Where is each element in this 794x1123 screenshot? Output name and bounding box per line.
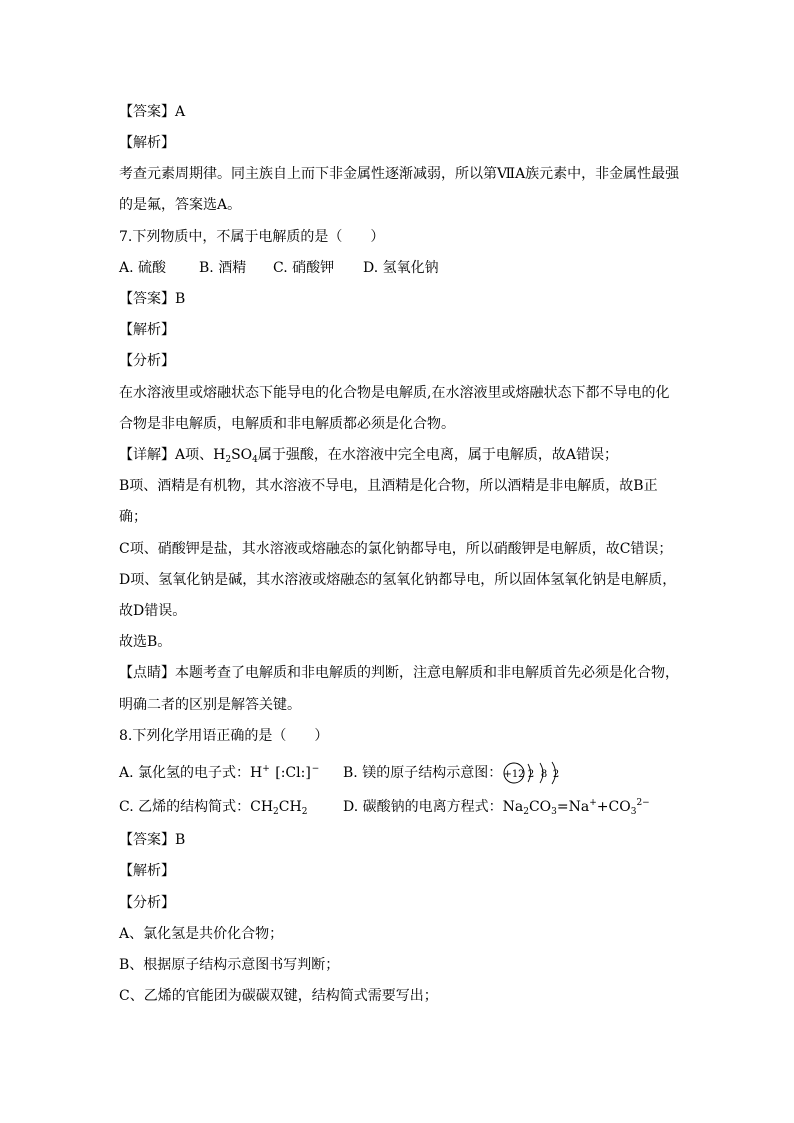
- text-segment: 本题考查了电解质和非电解质的判断，注意电解质和非电解质首先必须是化合物，: [175, 665, 679, 681]
- q6-analysis-line1: 考查元素周期律。同主族自上而下非金属性逐渐减弱，所以第ⅦA族元素中，非金属性最强: [119, 166, 680, 182]
- q8-line-b: B、根据原子结构示意图书写判断；: [119, 957, 340, 973]
- q7-answer-line: [119, 289, 679, 309]
- q7-option-d: D. 氢氧化钠: [363, 260, 439, 276]
- superscript: +: [262, 764, 270, 774]
- text-segment: +CO: [596, 799, 631, 815]
- q7-xiangjie-b1: B项、酒精是有机物，其水溶液不导电，且酒精是化合物，所以酒精是非电解质，故B正: [119, 478, 658, 494]
- answer-tag: 【答案】: [119, 104, 175, 120]
- shell-3-count: 2: [553, 769, 560, 780]
- text-segment: A项、H: [175, 447, 226, 463]
- q8-analysis-tag: 【解析】: [119, 863, 175, 879]
- subscript: 2: [273, 807, 279, 817]
- subscript: 2: [523, 807, 529, 817]
- q7-xiangjie-d1: D项、氢氧化钠是碱，其水溶液或熔融态的氢氧化钠都导电，所以固体氢氧化钠是电解质，: [119, 572, 677, 588]
- chloride-symbol: [:Cl:]: [275, 765, 311, 781]
- q7-fenxi-tag: 【分析】: [119, 353, 175, 369]
- answer-tag: 【答案】: [119, 832, 175, 848]
- q8-options-ab: [119, 760, 679, 786]
- dianjing-tag: 【点睛】: [119, 665, 175, 681]
- superscript: +: [589, 798, 597, 808]
- q8-line-c: C、乙烯的官能团为碳碳双键，结构简式需要写出；: [119, 988, 438, 1004]
- superscript: 2−: [636, 798, 650, 808]
- xiangjie-tag: 【详解】: [119, 447, 175, 463]
- nucleus-charge: +12: [503, 769, 525, 780]
- q7-analysis-tag: 【解析】: [119, 322, 175, 338]
- q6-analysis-line2: 的是氟，答案选A。: [119, 197, 242, 213]
- q7-dianjing-line1: [119, 663, 679, 683]
- q7-stem: 7.下列物质中，不属于电解质的是（ ）: [119, 229, 385, 245]
- q7-xiangjie-b2: 确；: [119, 509, 147, 525]
- chloride-ion: [274, 763, 312, 783]
- q8-stem: 8.下列化学用语正确的是（ ）: [119, 728, 329, 744]
- shell-2-count: 8: [541, 769, 548, 780]
- q7-fenxi-line1: 在水溶液里或熔融状态下能导电的化合物是电解质,在水溶液里或熔融状态下都不导电的化: [119, 385, 670, 401]
- answer-value: B: [175, 832, 186, 848]
- text-segment: CH: [278, 799, 302, 815]
- q7-fenxi-line2: 合物是非电解质，电解质和非电解质都必须是化合物。: [119, 416, 455, 432]
- option-label: B. 镁的原子结构示意图：: [343, 765, 503, 781]
- subscript: 3: [551, 807, 557, 817]
- q8-option-d: [343, 797, 650, 817]
- q7-conclusion: 故选B。: [119, 634, 172, 650]
- text-segment: CO: [528, 799, 552, 815]
- hydrogen-symbol: H: [250, 765, 263, 781]
- q8-option-c: [119, 797, 343, 817]
- text-segment: C. 乙烯的结构简式：CH: [119, 799, 274, 815]
- q8-line-a: A、氯化氢是共价化合物；: [119, 926, 284, 942]
- q7-xiangjie-d2: 故D错误。: [119, 603, 187, 619]
- answer-value: A: [175, 104, 186, 120]
- electron-formula: [250, 765, 319, 781]
- subscript: 3: [630, 807, 637, 817]
- q7-xiangjie-c: C项、硝酸钾是盐，其水溶液或熔融态的氯化钠都导电，所以硝酸钾是电解质，故C错误；: [119, 541, 673, 557]
- q7-option-a: A. 硫酸: [119, 260, 167, 276]
- text-segment: D. 碳酸钠的电离方程式：Na: [343, 799, 524, 815]
- q8-option-a: [119, 763, 343, 783]
- answer-tag: 【答案】: [119, 291, 175, 307]
- superscript: −: [311, 764, 320, 774]
- q8-options-cd: [119, 797, 679, 817]
- subscript: 2: [301, 807, 308, 817]
- q7-xiangjie-a: [119, 445, 679, 465]
- subscript: 2: [225, 455, 232, 465]
- q7-option-b: B. 酒精: [199, 260, 247, 276]
- q8-answer-line: [119, 830, 679, 850]
- answer-value: B: [175, 291, 186, 307]
- q7-option-c: C. 硝酸钾: [273, 260, 335, 276]
- q6-answer-line: [119, 102, 679, 122]
- shell-1-count: 2: [528, 769, 535, 780]
- q8-fenxi-tag: 【分析】: [119, 895, 175, 911]
- text-segment: =Na: [556, 799, 590, 815]
- q7-options: [119, 258, 679, 278]
- q7-dianjing-line2: 明确二者的区别是解答关键。: [119, 697, 301, 713]
- q6-analysis-tag: 【解析】: [119, 135, 175, 151]
- text-segment: SO: [231, 447, 253, 463]
- subscript: 4: [252, 455, 258, 465]
- magnesium-atom-diagram: [502, 760, 566, 786]
- option-label: A. 氯化氢的电子式：: [119, 765, 251, 781]
- q8-option-b: [343, 760, 566, 786]
- text-segment: 属于强酸，在水溶液中完全电离，属于电解质，故A错误；: [257, 447, 618, 463]
